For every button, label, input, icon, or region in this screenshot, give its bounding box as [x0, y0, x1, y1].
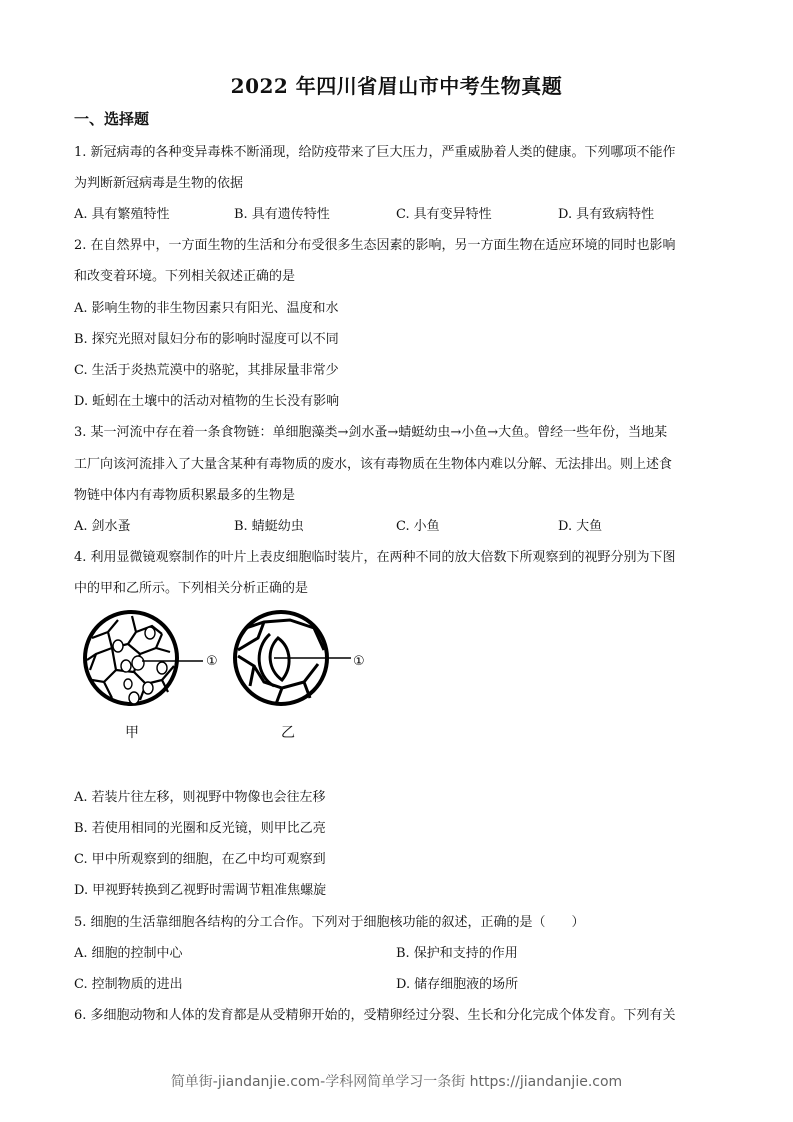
microscope-figure — [78, 608, 378, 748]
q4-option-d: D. 甲视野转换到乙视野时需调节粗准焦螺旋 — [74, 883, 327, 898]
q2-option-a: A. 影响生物的非生物因素只有阳光、温度和水 — [74, 301, 339, 316]
question-2-line-1: 2. 在自然界中，一方面生物的生活和分布受很多生态因素的影响，另一方面生物在适应环境的同时也影响 — [74, 238, 676, 253]
question-3-line-2: 工厂向该河流排入了大量含某种有毒物质的废水，该有毒物质在生物体内难以分解、无法排出。则上述食 — [74, 457, 673, 472]
marker-1-yi: ① — [353, 654, 365, 669]
q1-option-c: C. 具有变异特性 — [396, 207, 492, 222]
q4-option-a: A. 若装片往左移，则视野中物像也会往左移 — [74, 790, 326, 805]
question-3-line-1: 3. 某一河流中存在着一条食物链：单细胞藻类→剑水蚤→蜻蜓幼虫→小鱼→大鱼。曾经一些年份，当地某 — [74, 425, 668, 440]
q1-option-b: B. 具有遗传特性 — [234, 207, 330, 222]
q2-option-c: C. 生活于炎热荒漠中的骆驼，其排尿量非常少 — [74, 363, 339, 378]
question-4-line-2: 中的甲和乙所示。下列相关分析正确的是 — [74, 581, 309, 596]
marker-1-jia: ① — [206, 654, 218, 669]
figure-label-yi: 乙 — [281, 725, 295, 741]
q5-option-a: A. 细胞的控制中心 — [74, 946, 183, 961]
section-heading: 一、选择题 — [74, 110, 150, 128]
question-5-line-1: 5. 细胞的生活靠细胞各结构的分工合作。下列对于细胞核功能的叙述，正确的是（ ） — [74, 915, 585, 930]
page-title: 2022 年四川省眉山市中考生物真题 — [230, 74, 563, 98]
q5-option-b: B. 保护和支持的作用 — [396, 946, 518, 961]
figure-label-jia: 甲 — [125, 725, 139, 741]
q5-option-c: C. 控制物质的进出 — [74, 977, 183, 992]
question-6-line-1: 6. 多细胞动物和人体的发育都是从受精卵开始的，受精卵经过分裂、生长和分化完成个体发育。下列有关 — [74, 1008, 676, 1023]
q4-option-b: B. 若使用相同的光圈和反光镜，则甲比乙亮 — [74, 821, 326, 836]
question-4-line-1: 4. 利用显微镜观察制作的叶片上表皮细胞临时装片，在两种不同的放大倍数下所观察到的视野分别为下图 — [74, 550, 676, 565]
microscope-views-illustration — [78, 608, 378, 748]
q3-option-a: A. 剑水蚤 — [74, 519, 131, 534]
q5-option-d: D. 储存细胞液的场所 — [396, 977, 519, 992]
q1-option-d: D. 具有致病特性 — [558, 207, 655, 222]
view-yi — [235, 612, 351, 704]
footer-watermark: 简单街-jiandanjie.com-学科网简单学习一条街 https://jiandanjie.com — [170, 1074, 623, 1090]
question-1-line-1: 1. 新冠病毒的各种变异毒株不断涌现，给防疫带来了巨大压力，严重威胁着人类的健康。下列哪项不能作 — [74, 145, 676, 160]
q3-option-b: B. 蜻蜓幼虫 — [234, 519, 304, 534]
view-jia — [85, 612, 203, 704]
q2-option-d: D. 蚯蚓在土壤中的活动对植物的生长没有影响 — [74, 394, 340, 409]
q3-option-d: D. 大鱼 — [558, 519, 603, 534]
question-1-line-2: 为判断新冠病毒是生物的依据 — [74, 176, 244, 191]
q2-option-b: B. 探究光照对鼠妇分布的影响时湿度可以不同 — [74, 332, 339, 347]
q1-option-a: A. 具有繁殖特性 — [74, 207, 170, 222]
q4-option-c: C. 甲中所观察到的细胞，在乙中均可观察到 — [74, 852, 326, 867]
question-3-line-3: 物链中体内有毒物质积累最多的生物是 — [74, 488, 296, 503]
q3-option-c: C. 小鱼 — [396, 519, 440, 534]
question-2-line-2: 和改变着环境。下列相关叙述正确的是 — [74, 269, 296, 284]
